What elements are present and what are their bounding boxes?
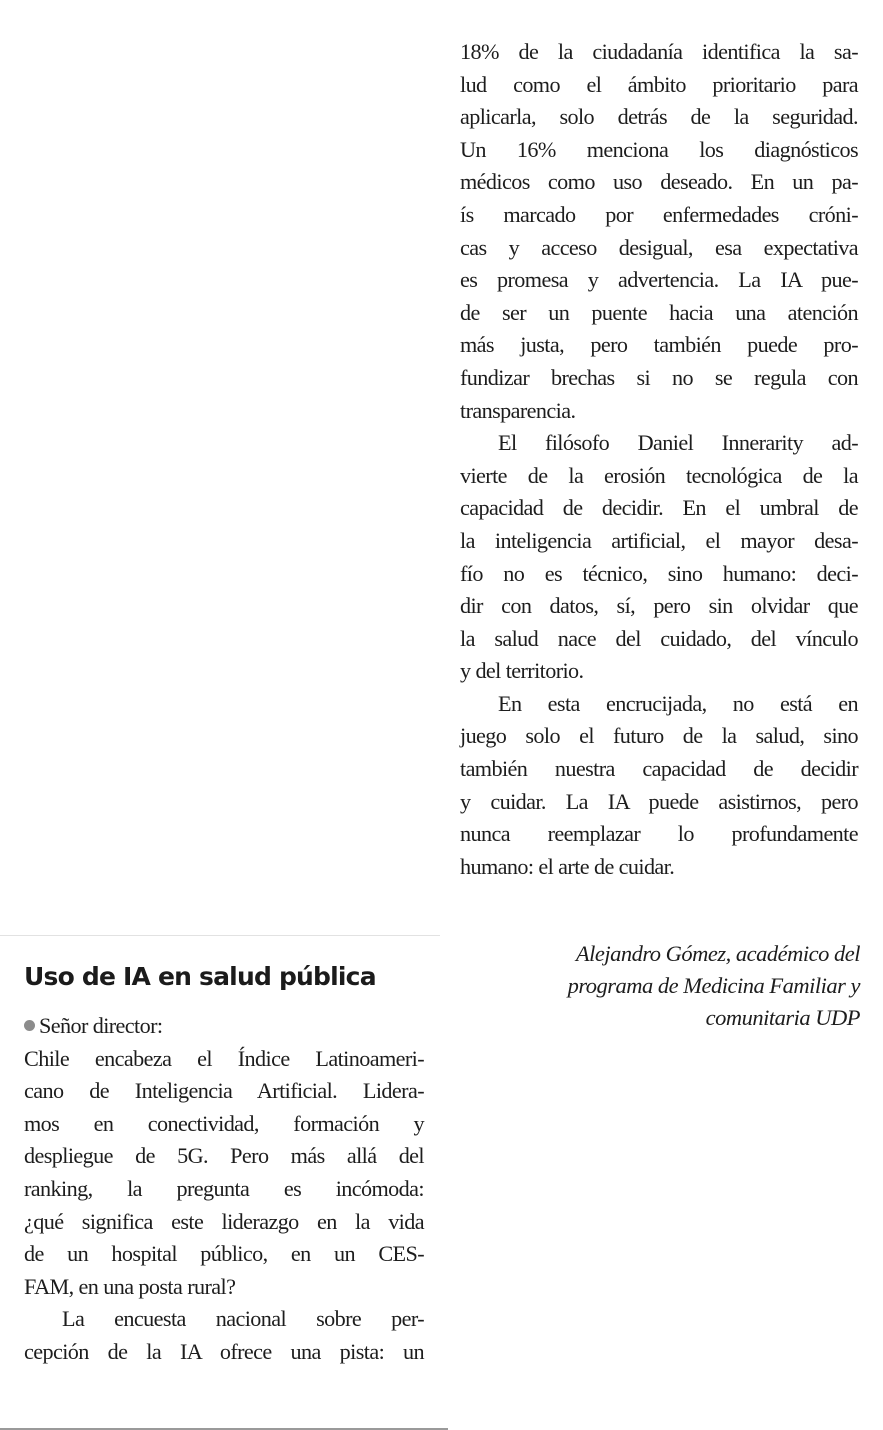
- text-line: 18% de la ciudadanía identifica la sa-: [460, 39, 858, 64]
- text-line: aplicarla, solo detrás de la seguridad.: [460, 104, 858, 130]
- text-line: dir con datos, sí, pero sin olvidar que: [460, 593, 858, 619]
- text-line: y cuidar. La IA puede asistirnos, pero: [460, 788, 858, 814]
- text-line: cepción de la IA ofrece una pista: un: [24, 1338, 424, 1364]
- text-line: y del territorio.: [460, 658, 584, 684]
- letter-continuation-column: [460, 36, 858, 883]
- text-line: la salud nace del cuidado, del vínculo: [460, 625, 858, 651]
- author-signature: [470, 938, 860, 1034]
- text-line: fundizar brechas si no se regula con: [460, 364, 858, 390]
- text-line: juego solo el futuro de la salud, sino: [460, 723, 858, 749]
- text-line: El filósofo Daniel Innerarity ad-: [498, 430, 858, 456]
- text-line: La encuesta nacional sobre per-: [62, 1306, 424, 1332]
- text-line: capacidad de decidir. En el umbral de: [460, 495, 858, 521]
- salutation: [24, 1010, 424, 1043]
- text-line: de un hospital público, en un CES-: [24, 1241, 424, 1267]
- text-line: más justa, pero también puede pro-: [460, 332, 858, 358]
- signature-line: programa de Medicina Familiar y: [567, 973, 860, 998]
- bullet-icon: [24, 1020, 35, 1031]
- text-line: lud como el ámbito prioritario para: [460, 71, 858, 97]
- signature-line: comunitaria UDP: [705, 1005, 860, 1030]
- text-line: transparencia.: [460, 397, 576, 423]
- text-line: de ser un puente hacia una atención: [460, 299, 858, 325]
- text-line: nunca reemplazar lo profundamente: [460, 821, 858, 847]
- text-line: la inteligencia artificial, el mayor desa-: [460, 527, 858, 553]
- text-line: fío no es técnico, sino humano: deci-: [460, 560, 858, 586]
- text-line: ís marcado por enfermedades cróni-: [460, 201, 858, 227]
- text-line: vierte de la erosión tecnológica de la: [460, 462, 858, 488]
- letter-title: Uso de IA en salud pública: [24, 962, 376, 991]
- text-line: ranking, la pregunta es incómoda:: [24, 1175, 424, 1201]
- text-line: médicos como uso deseado. En un pa-: [460, 169, 858, 195]
- section-top-rule: [0, 935, 440, 936]
- text-line: humano: el arte de cuidar.: [460, 853, 675, 879]
- text-line: mos en conectividad, formación y: [24, 1110, 424, 1136]
- text-line: es promesa y advertencia. La IA pue-: [460, 267, 858, 293]
- text-line: ¿qué significa este liderazgo en la vida: [24, 1208, 424, 1234]
- text-line: también nuestra capacidad de decidir: [460, 756, 858, 782]
- salutation-text: Señor director:: [39, 1013, 163, 1038]
- text-line: cas y acceso desigual, esa expectativa: [460, 234, 858, 260]
- text-line: FAM, en una posta rural?: [24, 1273, 236, 1299]
- signature-line: Alejandro Gómez, académico del: [575, 941, 860, 966]
- text-line: En esta encrucijada, no está en: [498, 690, 858, 716]
- text-line: despliegue de 5G. Pero más allá del: [24, 1143, 424, 1169]
- text-line: Chile encabeza el Índice Latinoameri-: [24, 1045, 424, 1071]
- letter-opening-column: [24, 1010, 424, 1369]
- text-line: Un 16% menciona los diagnósticos: [460, 136, 858, 162]
- text-line: cano de Inteligencia Artificial. Lidera-: [24, 1078, 424, 1104]
